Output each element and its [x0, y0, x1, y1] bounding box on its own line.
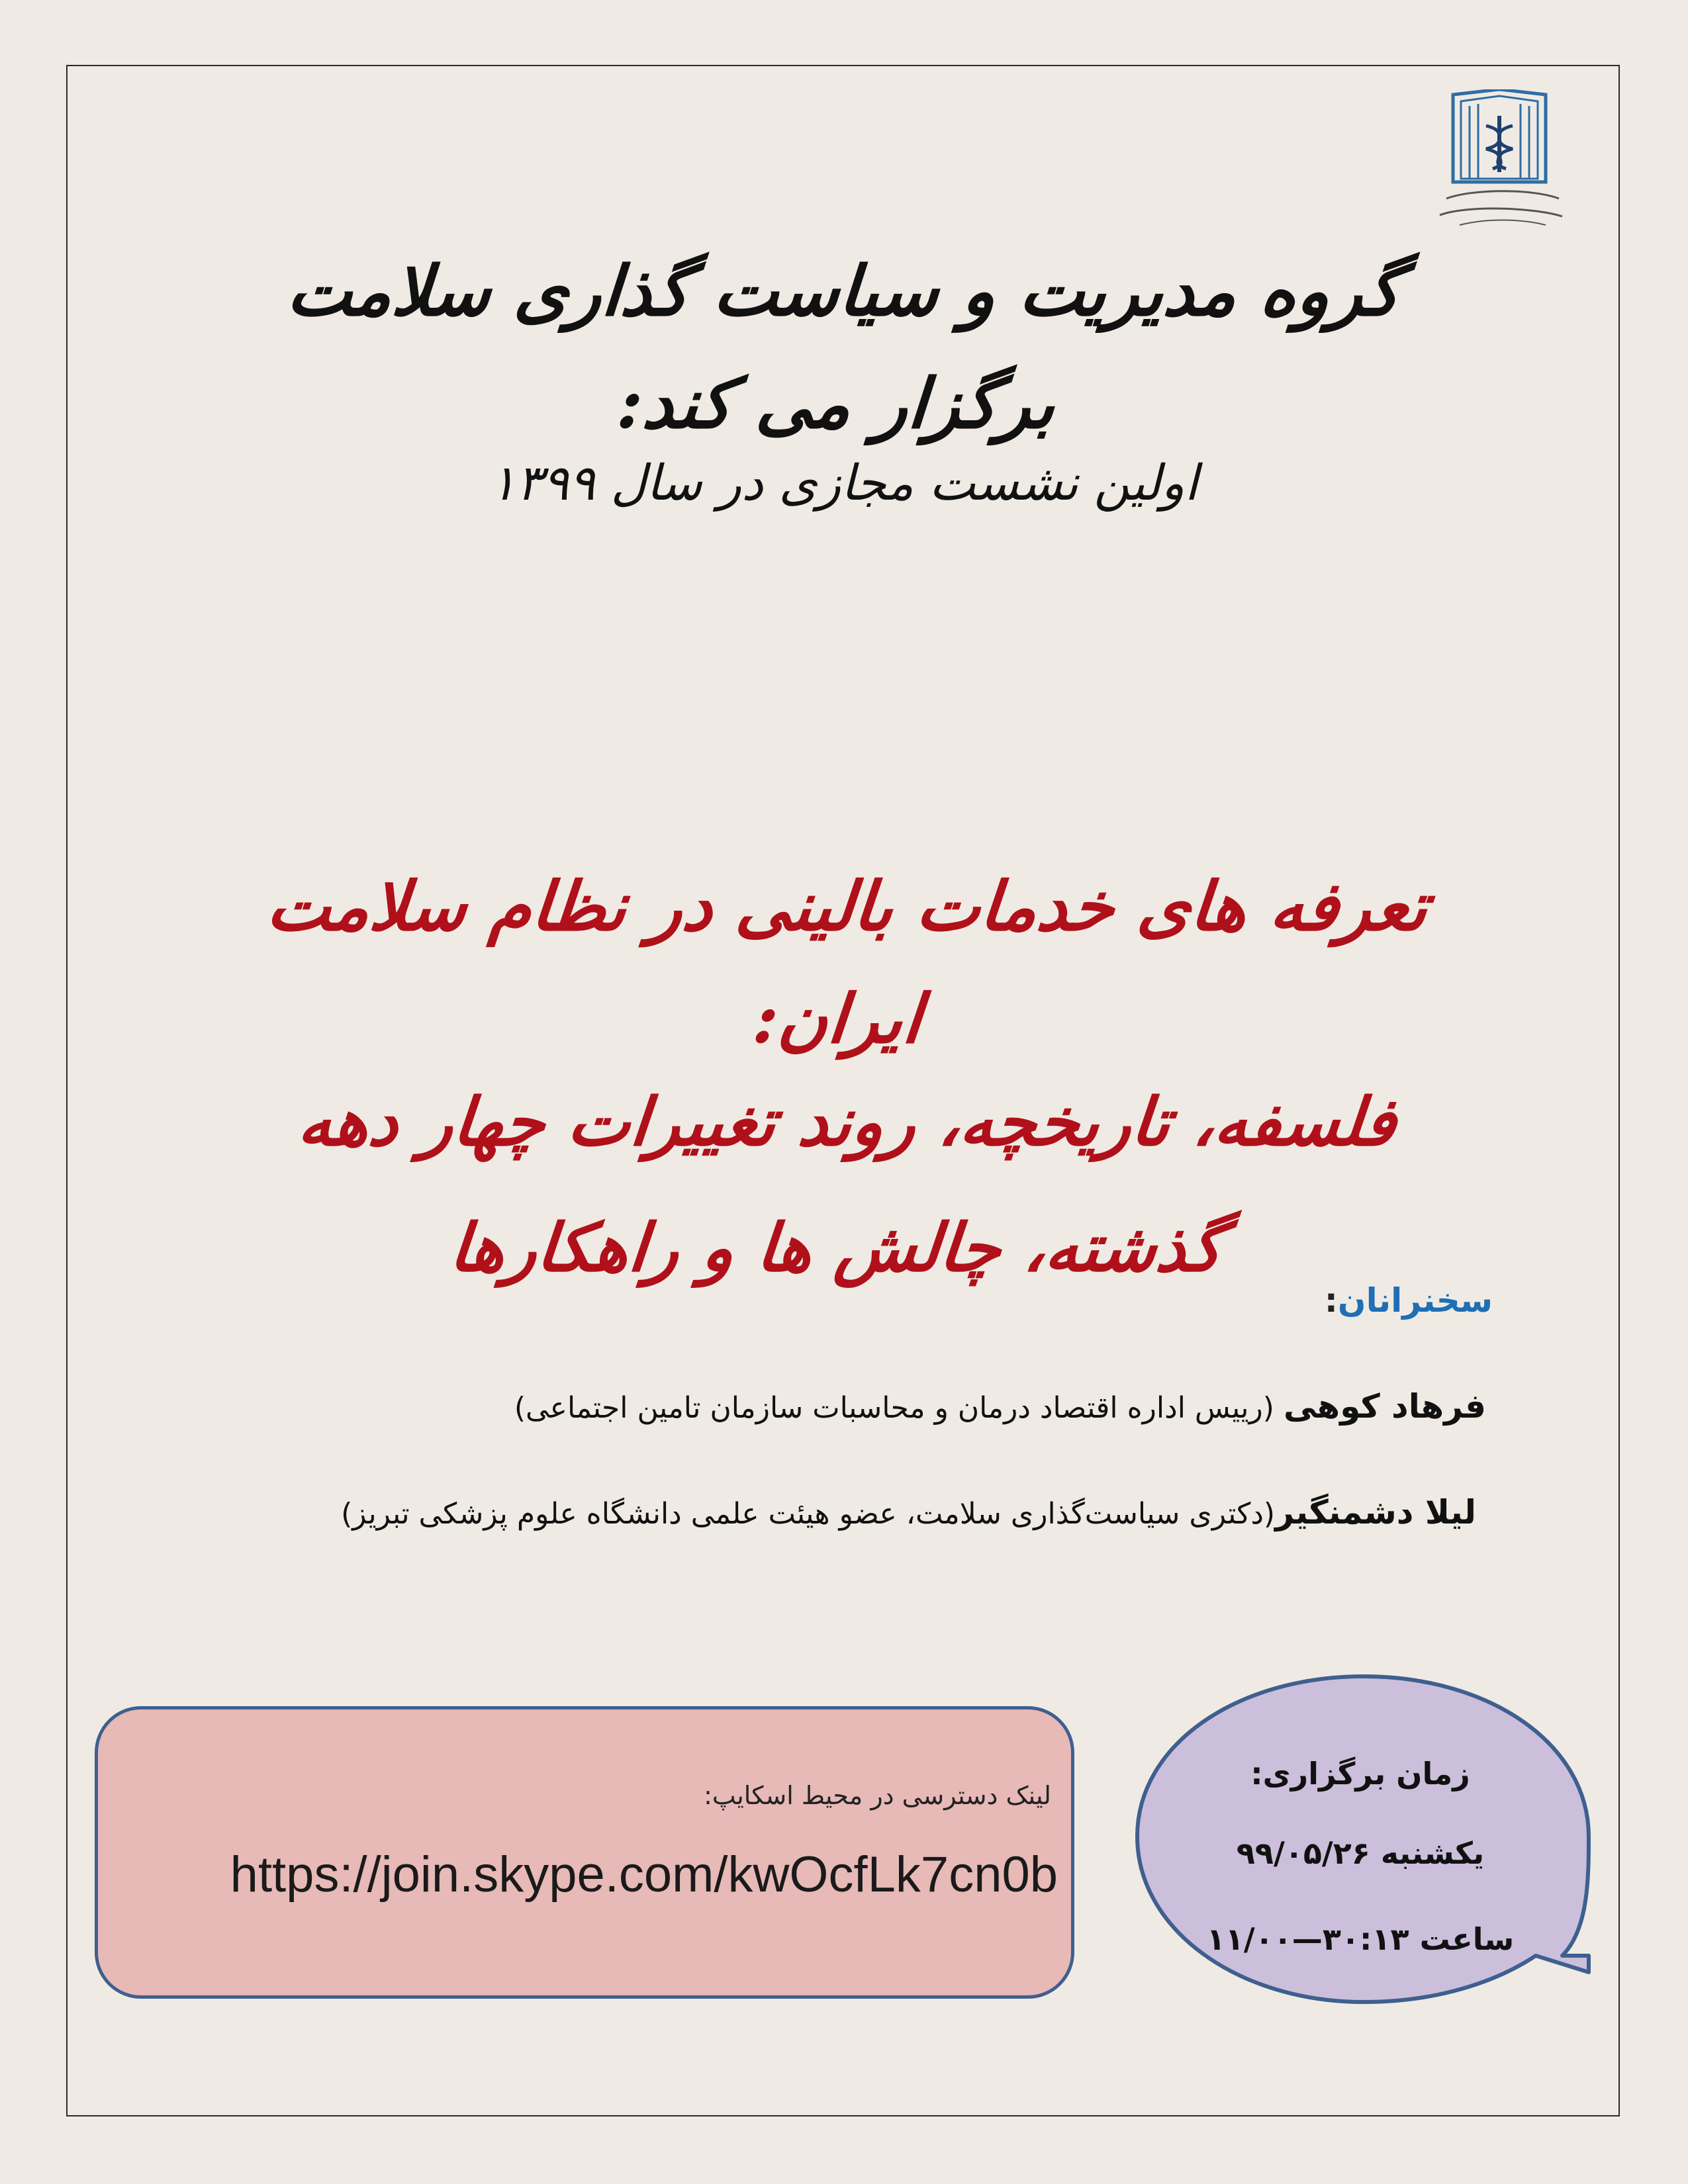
organizer-heading: گروه مدیریت و سیاست گذاری سلامت برگزار می کند:: [284, 250, 1404, 444]
speaker-name: لیلا دشمنگیر: [1275, 1493, 1476, 1531]
speakers-label: [1325, 1274, 1493, 1327]
schedule-time: ساعت ۳۰:۱۳—۱۱/۰۰: [1206, 1921, 1515, 1957]
link-caption: لینک دسترسی در محیط اسکایپ:: [704, 1781, 1051, 1810]
speakers-label-colon: :: [1324, 1281, 1338, 1320]
speaker-item: [341, 1482, 1476, 1542]
speaker-name: فرهاد کوهی: [1283, 1387, 1486, 1426]
schedule-date: یکشنبه ۹۹/۰۵/۲۶: [1236, 1835, 1485, 1871]
speakers-label-text: سخنرانان: [1337, 1281, 1493, 1320]
speaker-role: (رییس اداره اقتصاد درمان و محاسبات سازمان تامین اجتماعی): [514, 1391, 1284, 1425]
schedule-label: زمان برگزاری:: [1250, 1756, 1470, 1792]
main-title: تعرفه های خدمات بالینی در نظام سلامت ایران:: [263, 867, 1431, 1059]
skype-link-box: [95, 1706, 1074, 1999]
university-logo-icon: [1433, 89, 1569, 232]
main-subtitle: فلسفه، تاریخچه، روند تغییرات چهار دهه گذشته، چالش ها و راهکارها: [295, 1083, 1400, 1287]
speaker-item: [514, 1377, 1486, 1436]
skype-link[interactable]: https://join.skype.com/kwOcfLk7cn0b: [230, 1846, 1058, 1903]
session-subheading: اولین نشست مجازی در سال ۱۳۹۹: [489, 455, 1198, 512]
speaker-role: (دکتری سیاست‌گذاری سلامت، عضو هیئت علمی دانشگاه علوم پزشکی تبریز): [341, 1497, 1276, 1531]
